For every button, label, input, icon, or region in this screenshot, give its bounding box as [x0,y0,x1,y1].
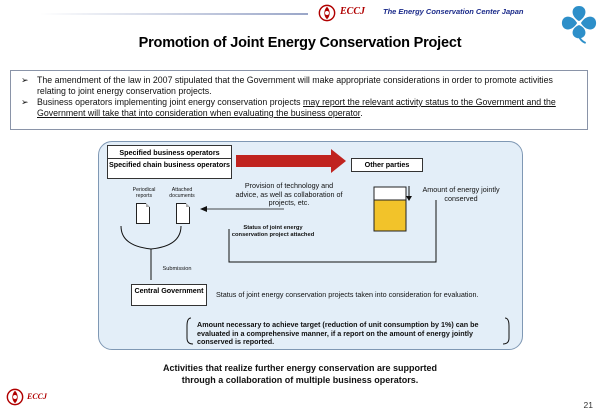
joint-project-diagram [98,141,523,350]
bullet-2-text: Business operators implementing joint energy conservation projects [37,97,303,108]
footer-logo-text: ECCJ [27,392,48,401]
bullet-2-underlined: may report the relevant activity status to the Government and the Government will take that into consideration when evaluating the business operator [37,97,556,118]
attached-documents-label: Attached documents [169,187,195,199]
bullet-1-text: The amendment of the law in 2007 stipulated that the Government will make appropriate considerations in order to promote activities relating to joint energy conservation projects. [37,75,553,96]
central-government-box: Central Government [131,284,207,306]
business-operators-box [107,145,232,179]
bullet-arrow-icon: ➢ [21,97,29,108]
business-operators-line2: Specified chain business operators [108,160,231,169]
amount-note-text: Amount necessary to achieve target (reduction of unit consumption by 1%) can be evaluated in a comprehensive manner, if a report on the amount of energy jointly conserved is reported. [197,320,479,346]
bullet-2 [21,97,579,118]
page-number: 21 [583,400,593,410]
amount-jointly-conserved-label: Amount of energy jointly conserved [422,185,500,203]
bullet-2-end: . [360,107,363,118]
energy-cylinder-icon [373,186,407,232]
header-line [40,13,308,15]
page-title: Promotion of Joint Energy Conservation Project [138,35,462,51]
header-logo-text: ECCJ [340,6,366,17]
attached-document-doc-icon [176,203,190,224]
summary-box [10,70,588,130]
submission-label: Submission [162,266,192,272]
provision-text: Provision of technology and advice, as well as collaboration of projects, etc. [235,181,343,207]
eccj-logo-icon [318,4,336,22]
footer-line-2: through a collaboration of multiple business operators. [181,375,419,385]
status-attached-text: Status of joint energy conservation project attached [231,225,315,238]
bullet-arrow-icon: ➢ [21,75,29,85]
footer-summary [0,362,600,386]
status-consideration-text: Status of joint energy conservation projects taken into consideration for evaluation. [216,290,479,299]
other-parties-box: Other parties [351,158,423,172]
footer-line-1: Activities that realize further energy conservation are supported [162,363,438,373]
organization-name: The Energy Conservation Center Japan [383,7,524,16]
bullet-1 [21,75,579,96]
business-operators-line1: Specified business operators [119,148,220,157]
periodical-reports-label: Periodical reports [132,187,156,199]
periodical-report-doc-icon [136,203,150,224]
red-arrow-icon [236,149,346,173]
eccj-footer-logo-icon [6,388,24,406]
